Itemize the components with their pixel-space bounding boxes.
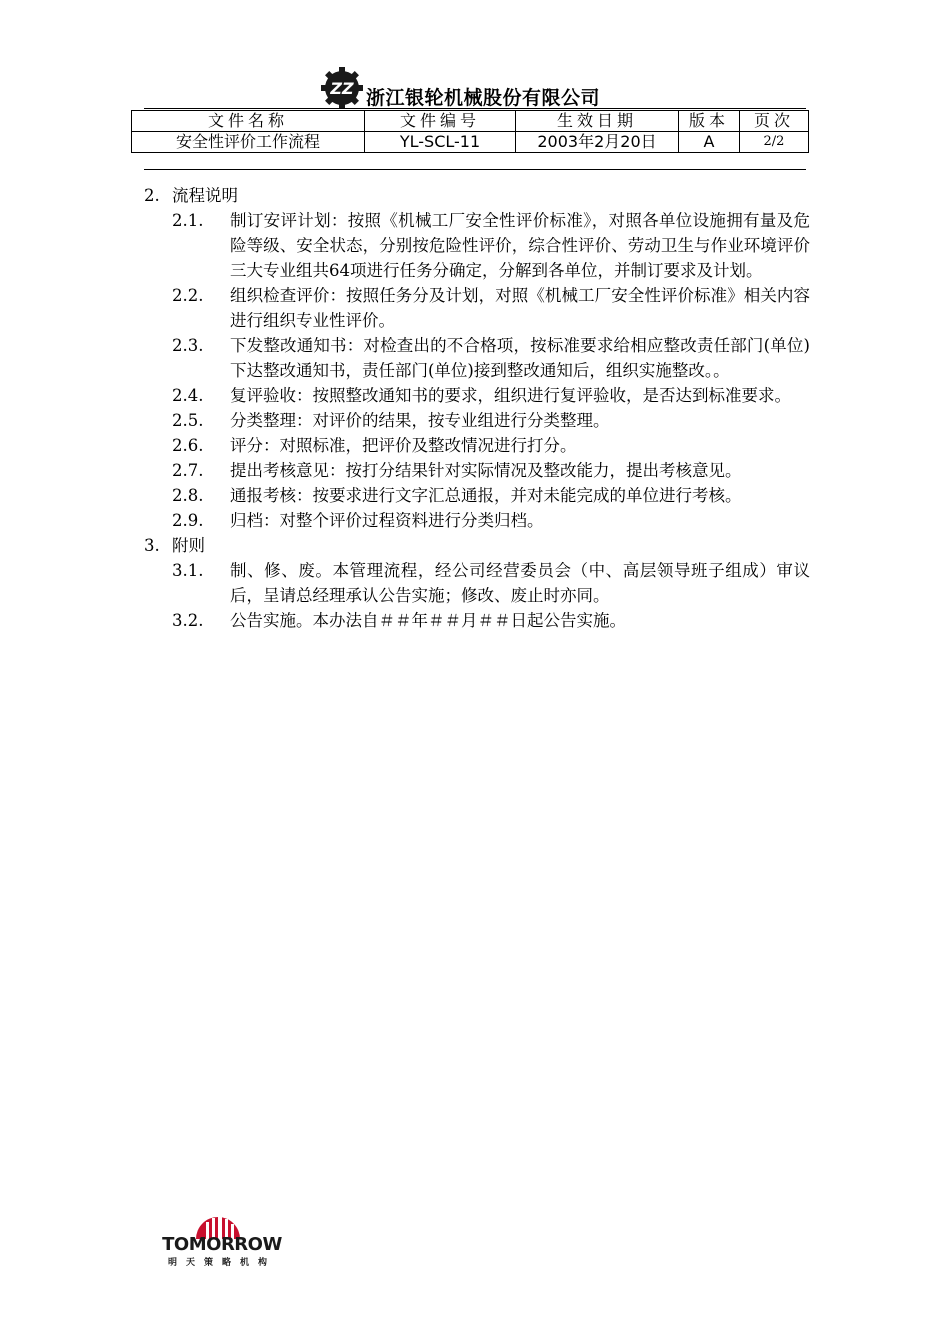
- item-text: 组织检查评价：按照任务分及计划，对照《机械工厂安全性评价标准》相关内容进行组织专业性评价。: [230, 286, 810, 330]
- item-number: 2.4.: [172, 386, 204, 405]
- item-text: 制、修、废。本管理流程，经公司经营委员会（中、高层领导班子组成）审议后，呈请总经理承认公告实施；修改、废止时亦同。: [230, 561, 810, 605]
- item-text: 评分：对照标准，把评价及整改情况进行打分。: [230, 436, 577, 455]
- item-text: 公告实施。本办法自＃＃年＃＃月＃＃日起公告实施。: [230, 611, 626, 630]
- label-file-name: 文件名称: [132, 111, 365, 132]
- section-heading: [144, 183, 824, 208]
- item-number: 2.2.: [172, 286, 204, 305]
- company-header: [320, 66, 600, 110]
- info-label-row: [132, 111, 809, 132]
- section-title: 流程说明: [172, 186, 238, 205]
- list-item: [172, 558, 824, 608]
- section-heading: [144, 533, 824, 558]
- list-item: [172, 283, 824, 333]
- section-title: 附则: [172, 536, 205, 555]
- document-body: [144, 183, 824, 633]
- item-text: 归档：对整个评价过程资料进行分类归档。: [230, 511, 544, 530]
- info-value-row: [132, 132, 809, 153]
- logo-subtext: 明天策略机构: [167, 1258, 277, 1268]
- list-item: [172, 458, 824, 483]
- label-effective-date: 生效日期: [516, 111, 679, 132]
- item-number: 3.2.: [172, 611, 204, 630]
- item-number: 2.8.: [172, 486, 204, 505]
- logo-wordmark: TOMORROW: [162, 1234, 282, 1255]
- value-file-code: YL-SCL-11: [365, 132, 516, 153]
- item-number: 2.7.: [172, 461, 204, 480]
- value-file-name: 安全性评价工作流程: [132, 132, 365, 153]
- header-rule: [144, 108, 806, 109]
- item-number: 2.1.: [172, 211, 204, 230]
- section-number: 2.: [144, 186, 160, 205]
- list-item: [172, 208, 824, 283]
- list-item: [172, 483, 824, 508]
- list-item: [172, 383, 824, 408]
- item-text: 下发整改通知书：对检查出的不合格项，按标准要求给相应整改责任部门(单位)下达整改通知书，责任部门(单位)接到整改通知后，组织实施整改。。: [230, 336, 810, 380]
- item-text: 分类整理：对评价的结果，按专业组进行分类整理。: [230, 411, 610, 430]
- value-page: 2/2: [740, 132, 809, 153]
- list-item: [172, 333, 824, 383]
- list-item: [172, 408, 824, 433]
- section-number: 3.: [144, 536, 160, 555]
- company-logo-icon: [320, 66, 364, 110]
- item-number: 2.6.: [172, 436, 204, 455]
- item-text: 提出考核意见：按打分结果针对实际情况及整改能力，提出考核意见。: [230, 461, 742, 480]
- item-number: 2.9.: [172, 511, 204, 530]
- table-bottom-rule: [144, 169, 806, 170]
- label-file-code: 文件编号: [365, 111, 516, 132]
- item-text: 通报考核：按要求进行文字汇总通报，并对未能完成的单位进行考核。: [230, 486, 742, 505]
- value-version: A: [679, 132, 740, 153]
- list-item: [172, 608, 824, 633]
- label-version: 版本: [679, 111, 740, 132]
- list-item: [172, 433, 824, 458]
- item-number: 2.3.: [172, 336, 204, 355]
- svg-text:ZZ: ZZ: [330, 79, 354, 98]
- item-text: 复评验收：按照整改通知书的要求，组织进行复评验收，是否达到标准要求。: [230, 386, 791, 405]
- label-page: 页次: [740, 111, 809, 132]
- list-item: [172, 508, 824, 533]
- company-name: 浙江银轮机械股份有限公司: [366, 86, 601, 109]
- item-number: 2.5.: [172, 411, 204, 430]
- document-info-table: [131, 110, 809, 153]
- item-text: 制订安评计划：按照《机械工厂安全性评价标准》，对照各单位设施拥有量及危险等级、安全状态，分别按危险性评价，综合性评价、劳动卫生与作业环境评价三大专业组共64项进行任务分确定，分解到各单位，并制订要求及计划。: [230, 211, 810, 280]
- item-number: 3.1.: [172, 561, 204, 580]
- tomorrow-logo: [140, 1208, 305, 1268]
- value-effective-date: 2003年2月20日: [516, 132, 679, 153]
